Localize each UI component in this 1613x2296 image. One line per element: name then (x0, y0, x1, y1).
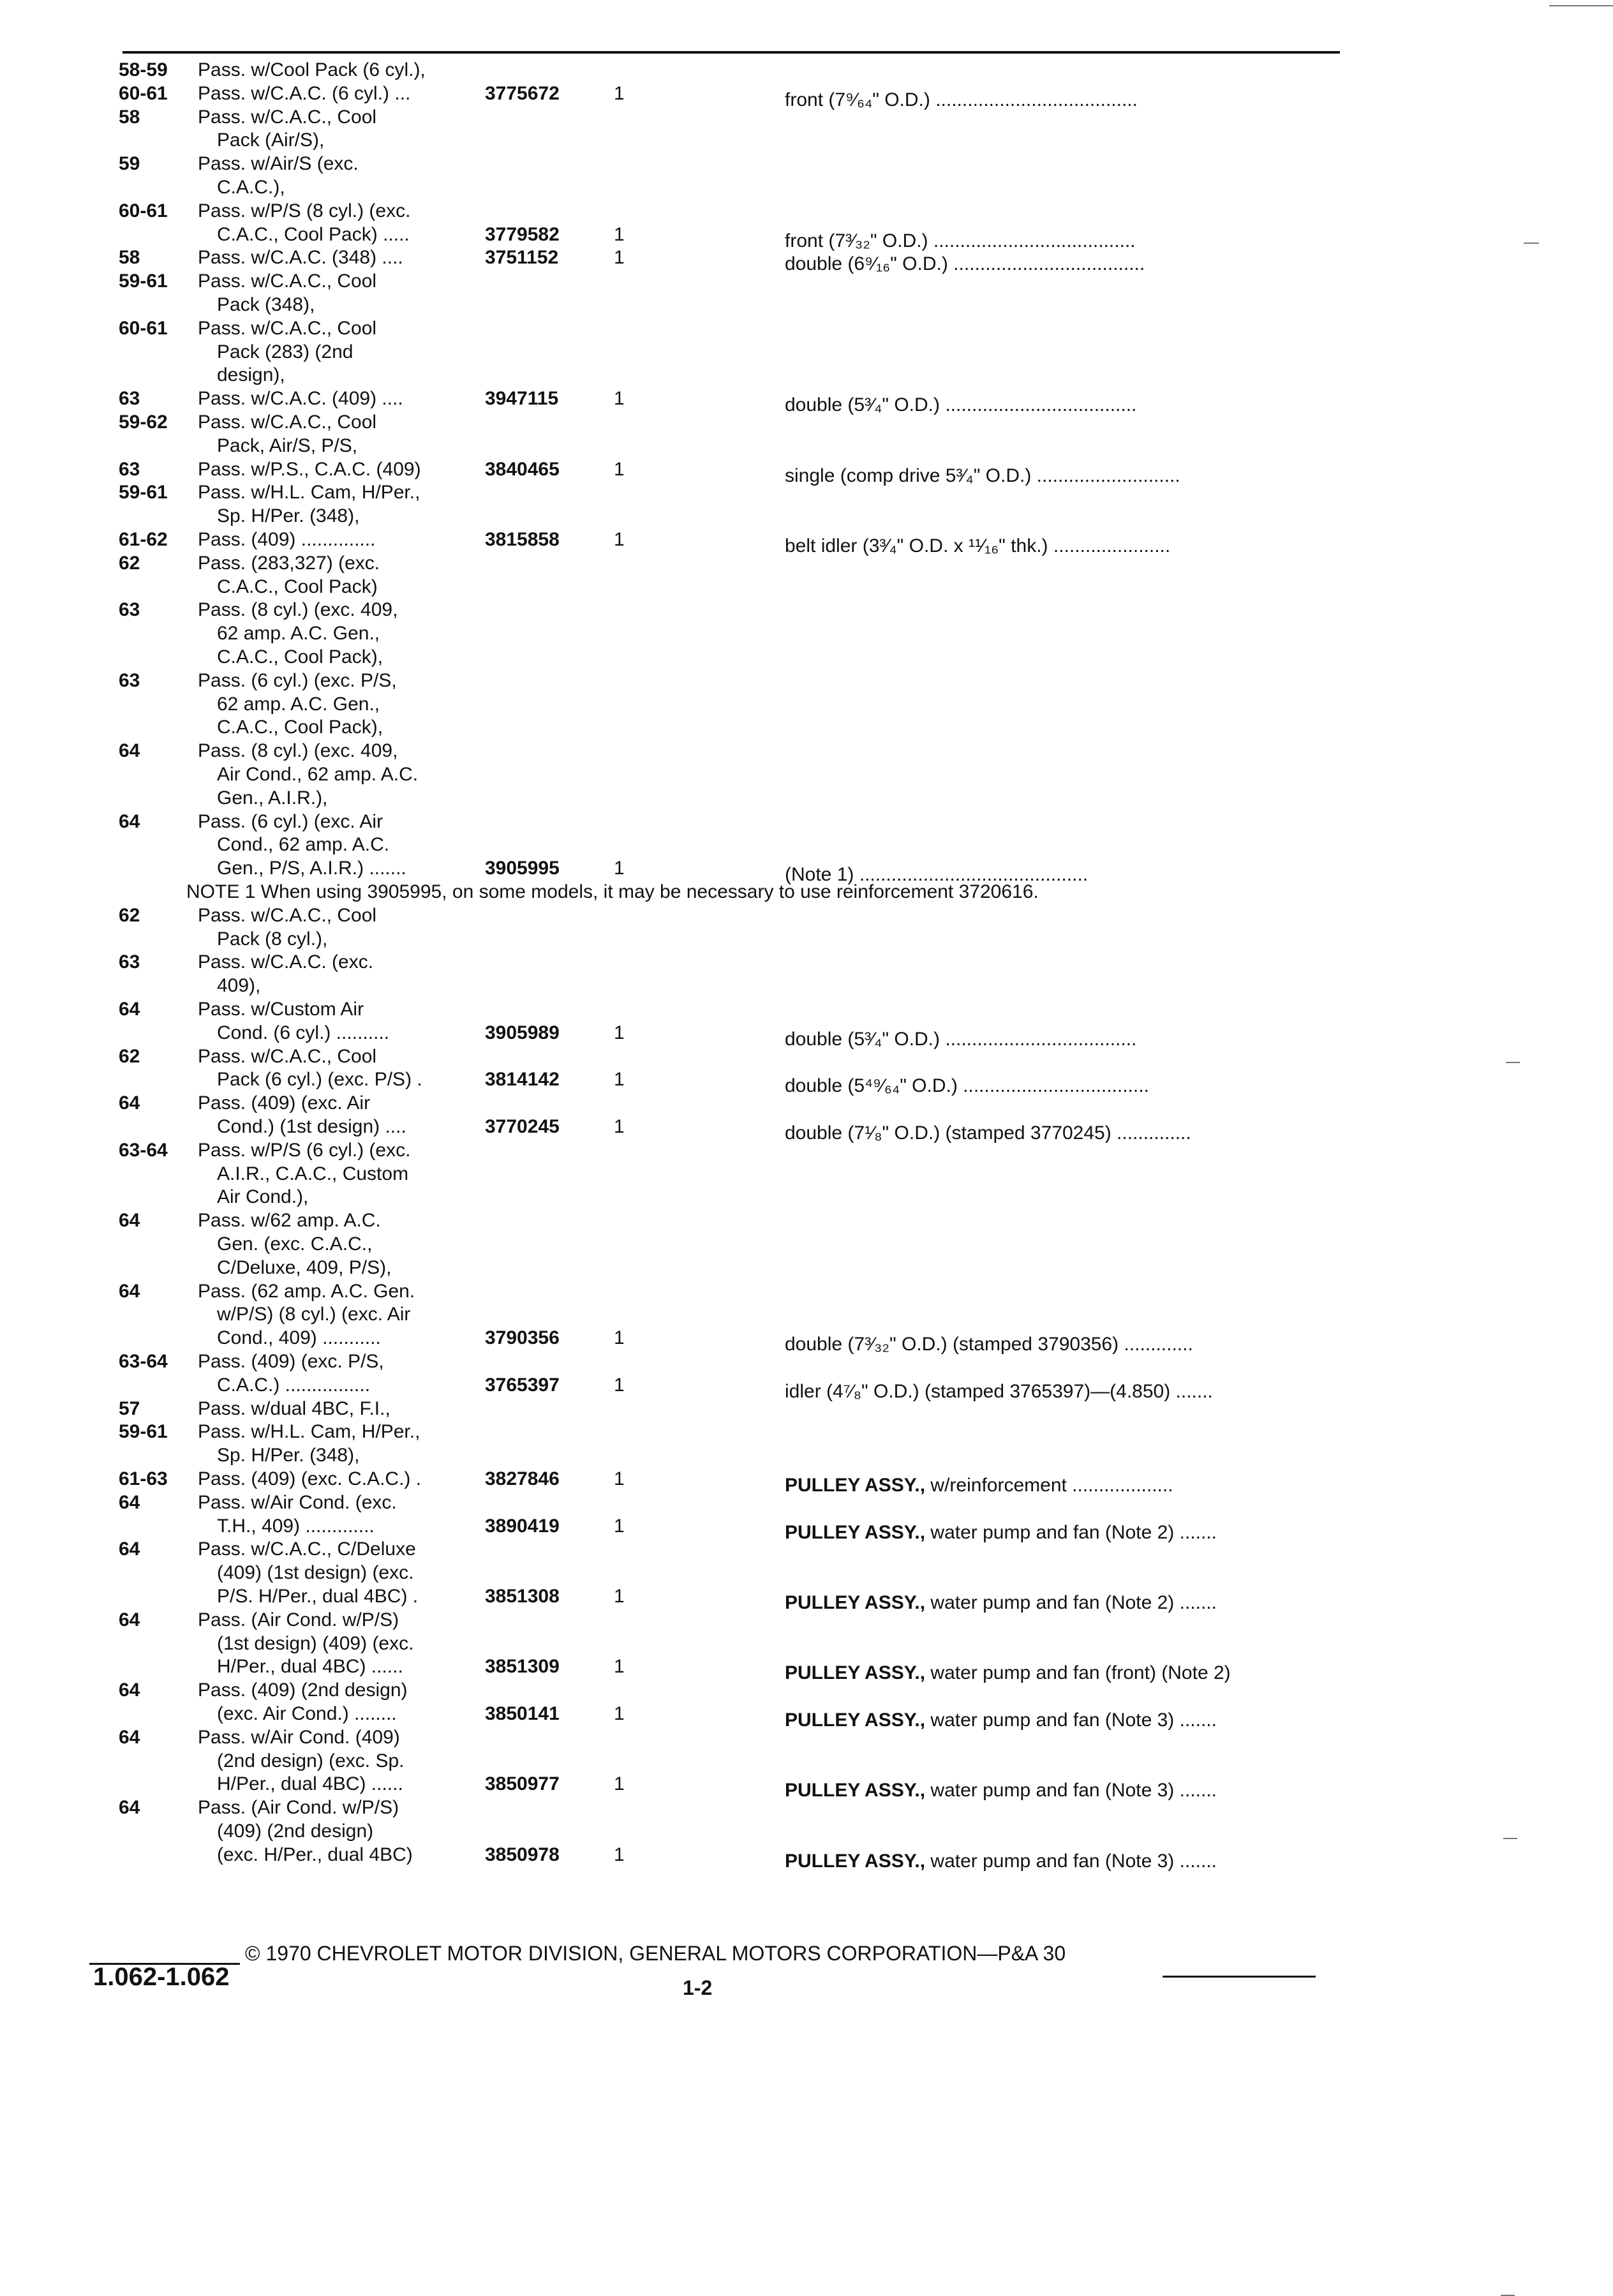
description-text: single (comp drive 5³⁄₄" O.D.) ........................... (785, 465, 1180, 486)
application-text: (409) (2nd design) (217, 1821, 374, 1842)
application-text: C.A.C., Cool Pack), (217, 646, 383, 667)
quantity: 1 (614, 1586, 625, 1607)
model-year: 58 (119, 247, 140, 268)
description-text: front (7³⁄₃₂" O.D.) ...................................... (785, 230, 1136, 251)
model-year: 64 (119, 1492, 140, 1513)
part-number: 3751152 (485, 247, 559, 268)
application-text: Pass. (6 cyl.) (exc. Air (198, 811, 383, 832)
application-text: Gen., A.I.R.), (217, 787, 328, 809)
model-year: 64 (119, 1210, 140, 1231)
quantity: 1 (614, 83, 625, 104)
application-text: Pack (8 cyl.), (217, 928, 328, 950)
application-text: Pass. w/C.A.C. (6 cyl.) ... (198, 83, 411, 104)
application-text: Cond. (6 cyl.) .......... (217, 1022, 390, 1043)
part-number: 3890419 (485, 1516, 560, 1537)
application-text: (exc. Air Cond.) ........ (217, 1703, 397, 1724)
part-description (785, 1122, 1191, 1144)
assembly-label: PULLEY ASSY., (785, 1662, 926, 1683)
application-text: A.I.R., C.A.C., Custom (217, 1163, 409, 1184)
application-text: Pass. w/62 amp. A.C. (198, 1210, 381, 1231)
edge-mark (1506, 1062, 1520, 1063)
group-number: 1.062-1.062 (93, 1963, 230, 1991)
model-year: 64 (119, 1092, 140, 1114)
part-number: 3947115 (485, 388, 559, 409)
description-text: w/reinforcement ................... (930, 1475, 1173, 1496)
quantity: 1 (614, 1116, 625, 1137)
quantity: 1 (614, 1375, 625, 1396)
part-description (785, 1333, 1193, 1355)
edge-mark (1549, 5, 1613, 6)
application-text: 62 amp. A.C. Gen., (217, 623, 380, 644)
description-text: (Note 1) ........................................... (785, 864, 1089, 885)
part-number: 3815858 (485, 529, 560, 550)
model-year: 60-61 (119, 200, 168, 221)
part-description (785, 253, 1145, 275)
note-text: NOTE 1 When using 3905995, on some models, it may be necessary to use reinforcement 3720616. (186, 881, 1039, 902)
quantity: 1 (614, 529, 625, 550)
application-text: P/S. H/Per., dual 4BC) . (217, 1586, 419, 1607)
application-text: Pass. w/Air Cond. (exc. (198, 1492, 397, 1513)
model-year: 64 (119, 1727, 140, 1748)
part-description (785, 1850, 1217, 1872)
quantity: 1 (614, 388, 625, 409)
model-year: 64 (119, 1539, 140, 1560)
application-text: w/P/S) (8 cyl.) (exc. Air (217, 1304, 411, 1325)
part-description (785, 1592, 1217, 1614)
application-text: Pass. w/C.A.C., Cool (198, 271, 377, 292)
part-number: 3905989 (485, 1022, 560, 1043)
application-text: H/Per., dual 4BC) ...... (217, 1656, 403, 1677)
model-year: 63 (119, 388, 140, 409)
application-text: Pass. w/C.A.C., Cool (198, 1046, 377, 1067)
model-year: 59 (119, 153, 140, 174)
application-text: Pass. (62 amp. A.C. Gen. (198, 1281, 415, 1302)
part-number: 3840465 (485, 459, 560, 480)
copyright-notice: © 1970 CHEVROLET MOTOR DIVISION, GENERAL MOTORS CORPORATION—P&A 30 (245, 1942, 1066, 1965)
model-year: 59-61 (119, 1421, 168, 1442)
part-number: 3850977 (485, 1773, 560, 1794)
assembly-label: PULLEY ASSY., (785, 1780, 926, 1801)
application-text: Pass. w/Air/S (exc. (198, 153, 359, 174)
application-text: Pass. w/C.A.C. (exc. (198, 951, 374, 973)
model-year: 57 (119, 1398, 140, 1419)
application-text: Pass. w/H.L. Cam, H/Per., (198, 482, 420, 503)
part-number: 3814142 (485, 1069, 560, 1090)
part-description (785, 1075, 1149, 1097)
application-text: Pack, Air/S, P/S, (217, 435, 358, 456)
description-text: double (5³⁄₄" O.D.) .................................... (785, 1029, 1137, 1050)
application-text: 409), (217, 975, 261, 996)
description-text: double (7³⁄₃₂" O.D.) (stamped 3790356) ............. (785, 1334, 1193, 1355)
application-text: T.H., 409) ............. (217, 1516, 375, 1537)
model-year: 63-64 (119, 1140, 168, 1161)
application-text: Pack (283) (2nd (217, 341, 353, 362)
application-text: Sp. H/Per. (348), (217, 505, 360, 526)
part-description (785, 535, 1170, 557)
model-year: 59-61 (119, 271, 168, 292)
application-text: C.A.C., Cool Pack), (217, 717, 383, 738)
application-text: Pass. w/C.A.C. (409) .... (198, 388, 403, 409)
part-description (785, 1521, 1217, 1544)
application-text: Pass. (409) (exc. P/S, (198, 1351, 384, 1372)
description-text: double (7¹⁄₈" O.D.) (stamped 3770245) .............. (785, 1122, 1191, 1144)
model-year: 58-59 (119, 59, 168, 80)
quantity: 1 (614, 1773, 625, 1794)
model-year: 63 (119, 951, 140, 973)
edge-mark (1503, 1838, 1517, 1839)
application-text: Pass. (283,327) (exc. (198, 553, 380, 574)
description-text: water pump and fan (Note 3) ....... (930, 1851, 1217, 1872)
part-number: 3851309 (485, 1656, 560, 1677)
part-description (785, 1380, 1213, 1403)
model-year: 62 (119, 1046, 140, 1067)
quantity: 1 (614, 1656, 625, 1677)
model-year: 64 (119, 1797, 140, 1818)
footer-rule-right (1163, 1976, 1316, 1978)
application-text: Pack (348), (217, 294, 315, 315)
description-text: water pump and fan (Note 2) ....... (930, 1592, 1217, 1613)
application-text: Pass. w/P.S., C.A.C. (409) (198, 459, 421, 480)
application-text: Pass. w/Custom Air (198, 999, 364, 1020)
description-text: idler (4⁷⁄₈" O.D.) (stamped 3765397)—(4.850) ....... (785, 1381, 1213, 1402)
part-description (785, 1779, 1217, 1801)
part-description (785, 1662, 1231, 1684)
application-text: Pass. (409) .............. (198, 529, 376, 550)
description-text: water pump and fan (Note 2) ....... (930, 1522, 1217, 1543)
edge-mark (1524, 242, 1539, 244)
model-year: 60-61 (119, 83, 168, 104)
description-text: belt idler (3³⁄₄" O.D. x ¹¹⁄₁₆" thk.) ...................... (785, 535, 1171, 556)
model-year: 61-62 (119, 529, 168, 550)
application-text: C.A.C.) ................ (217, 1375, 371, 1396)
model-year: 64 (119, 1609, 140, 1630)
quantity: 1 (614, 224, 625, 245)
part-number: 3905995 (485, 858, 560, 879)
application-text: C.A.C., Cool Pack) ..... (217, 224, 410, 245)
application-text: H/Per., dual 4BC) ...... (217, 1773, 403, 1794)
application-text: Pass. (8 cyl.) (exc. 409, (198, 599, 398, 620)
application-text: (2nd design) (exc. Sp. (217, 1750, 405, 1771)
application-text: Pass. w/P/S (8 cyl.) (exc. (198, 200, 411, 221)
model-year: 63 (119, 670, 140, 691)
quantity: 1 (614, 247, 625, 268)
part-number: 3827846 (485, 1468, 560, 1489)
part-description (785, 1474, 1173, 1496)
application-text: Cond.) (1st design) .... (217, 1116, 406, 1137)
part-number: 3775672 (485, 83, 560, 104)
application-text: Pass. w/C.A.C., Cool (198, 905, 377, 926)
assembly-label: PULLEY ASSY., (785, 1522, 926, 1543)
part-description (785, 465, 1180, 487)
application-text: C.A.C., Cool Pack) (217, 576, 378, 597)
assembly-label: PULLEY ASSY., (785, 1710, 926, 1731)
model-year: 63-64 (119, 1351, 168, 1372)
quantity: 1 (614, 459, 625, 480)
description-text: water pump and fan (Note 3) ....... (930, 1710, 1217, 1731)
application-text: Pass. (409) (exc. Air (198, 1092, 371, 1114)
model-year: 61-63 (119, 1468, 168, 1489)
model-year: 60-61 (119, 318, 168, 339)
model-year: 63 (119, 599, 140, 620)
application-text: Pass. (409) (2nd design) (198, 1680, 408, 1701)
description-text: double (5⁴⁹⁄₆₄" O.D.) ................................... (785, 1075, 1149, 1096)
part-number: 3850978 (485, 1844, 560, 1865)
application-text: Pass. (6 cyl.) (exc. P/S, (198, 670, 397, 691)
model-year: 64 (119, 811, 140, 832)
application-text: (409) (1st design) (exc. (217, 1562, 414, 1583)
assembly-label: PULLEY ASSY., (785, 1592, 926, 1613)
model-year: 64 (119, 740, 140, 761)
application-text: Air Cond., 62 amp. A.C. (217, 764, 419, 785)
application-text: Pass. w/C.A.C., Cool (198, 107, 377, 128)
part-number: 3790356 (485, 1327, 560, 1348)
part-description (785, 89, 1138, 111)
part-description (785, 230, 1136, 252)
application-text: Pass. (Air Cond. w/P/S) (198, 1609, 399, 1630)
model-year: 58 (119, 107, 140, 128)
application-text: Pass. w/Cool Pack (6 cyl.), (198, 59, 426, 80)
application-text: Pass. w/C.A.C., Cool (198, 318, 377, 339)
part-number: 3770245 (485, 1116, 560, 1137)
quantity: 1 (614, 1022, 625, 1043)
model-year: 62 (119, 905, 140, 926)
application-text: Pass. w/C.A.C. (348) .... (198, 247, 403, 268)
application-text: Pass. w/H.L. Cam, H/Per., (198, 1421, 420, 1442)
application-text: Pass. (8 cyl.) (exc. 409, (198, 740, 398, 761)
description-text: water pump and fan (front) (Note 2) (930, 1662, 1231, 1683)
application-text: Pass. w/dual 4BC, F.I., (198, 1398, 390, 1419)
model-year: 59-61 (119, 482, 168, 503)
page-number: 1-2 (683, 1976, 713, 1999)
application-text: Air Cond.), (217, 1186, 309, 1207)
application-text: Pass. w/C.A.C., Cool (198, 412, 377, 433)
application-text: Cond., 62 amp. A.C. (217, 834, 390, 855)
model-year: 64 (119, 999, 140, 1020)
quantity: 1 (614, 1327, 625, 1348)
model-year: 64 (119, 1281, 140, 1302)
part-description (785, 394, 1136, 416)
model-year: 63 (119, 459, 140, 480)
part-number: 3851308 (485, 1586, 560, 1607)
application-text: Pass. (409) (exc. C.A.C.) . (198, 1468, 422, 1489)
application-text: Sp. H/Per. (348), (217, 1445, 360, 1466)
application-text: Gen., P/S, A.I.R.) ....... (217, 858, 406, 879)
part-description (785, 1028, 1136, 1050)
quantity: 1 (614, 1844, 625, 1865)
description-text: front (7⁹⁄₆₄" O.D.) ...................................... (785, 89, 1138, 110)
application-text: (exc. H/Per., dual 4BC) (217, 1844, 413, 1865)
model-year: 59-62 (119, 412, 168, 433)
quantity: 1 (614, 1516, 625, 1537)
quantity: 1 (614, 1703, 625, 1724)
assembly-label: PULLEY ASSY., (785, 1475, 926, 1496)
quantity: 1 (614, 858, 625, 879)
model-year: 64 (119, 1680, 140, 1701)
description-text: water pump and fan (Note 3) ....... (930, 1780, 1217, 1801)
application-text: design), (217, 364, 285, 385)
application-text: Pack (Air/S), (217, 130, 325, 151)
part-number: 3850141 (485, 1703, 560, 1724)
application-text: Pack (6 cyl.) (exc. P/S) . (217, 1069, 422, 1090)
application-text: 62 amp. A.C. Gen., (217, 694, 380, 715)
description-text: double (5³⁄₄" O.D.) .................................... (785, 394, 1137, 415)
model-year: 62 (119, 553, 140, 574)
application-text: C/Deluxe, 409, P/S), (217, 1257, 392, 1278)
description-text: double (6⁹⁄₁₆" O.D.) .................................... (785, 253, 1145, 274)
application-text: (1st design) (409) (exc. (217, 1633, 414, 1654)
application-text: C.A.C.), (217, 177, 285, 198)
part-description (785, 1709, 1217, 1731)
application-text: Gen. (exc. C.A.C., (217, 1234, 373, 1255)
application-text: Pass. (Air Cond. w/P/S) (198, 1797, 399, 1818)
top-rule (123, 51, 1340, 54)
application-text: Pass. w/Air Cond. (409) (198, 1727, 400, 1748)
application-text: Pass. w/C.A.C., C/Deluxe (198, 1539, 416, 1560)
assembly-label: PULLEY ASSY., (785, 1851, 926, 1872)
application-text: Pass. w/P/S (6 cyl.) (exc. (198, 1140, 411, 1161)
quantity: 1 (614, 1468, 625, 1489)
application-text: Cond., 409) ........... (217, 1327, 381, 1348)
part-number: 3765397 (485, 1375, 560, 1396)
part-number: 3779582 (485, 224, 560, 245)
quantity: 1 (614, 1069, 625, 1090)
